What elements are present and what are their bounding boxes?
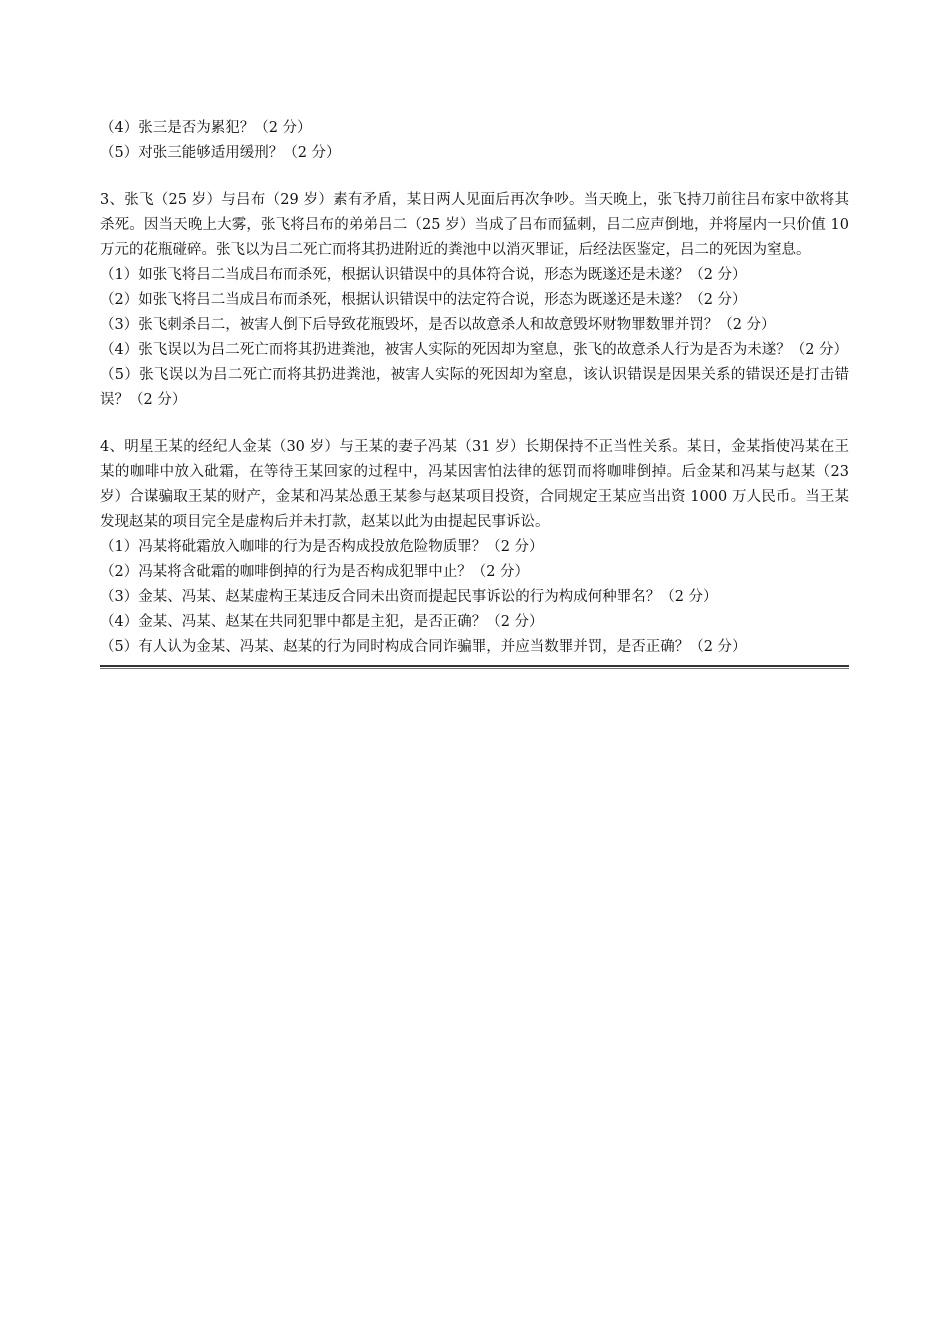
case3-description: 3、张飞（25 岁）与吕布（29 岁）素有矛盾，某日两人见面后再次争吵。当天晚上，张飞持刀前往吕布家中欲将其杀死。因当天晚上大雾，张飞将吕布的弟弟吕二（25 岁）当成了吕布而猛刺，吕二应声倒地，并将屋内一只价值 10 万元的花瓶碰碎。张飞以为吕二死亡而将其扔进附近的粪池中以消灭罪证，后经法医鉴定，吕二的死因为窒息。: [100, 192, 849, 258]
case3-question-1: （1）如张飞将吕二当成吕布而杀死，根据认识错误中的具体符合说，形态为既遂还是未遂？（2 分）: [100, 267, 747, 283]
case4-question-3: （3）金某、冯某、赵某虚构王某违反合同未出资而提起民事诉讼的行为构成何种罪名？（2 分）: [100, 589, 718, 605]
case4-question-4: （4）金某、冯某、赵某在共同犯罪中都是主犯，是否正确？（2 分）: [100, 614, 544, 630]
case4-description: 4、明星王某的经纪人金某（30 岁）与王某的妻子冯某（31 岁）长期保持不正当性关系。某日，金某指使冯某在王某的咖啡中放入砒霜，在等待王某回家的过程中，冯某因害怕法律的惩罚而将咖啡倒掉。后金某和冯某与赵某（23 岁）合谋骗取王某的财产，金某和冯某怂恿王某参与赵某项目投资，合同规定王某应当出资 1000 万人民币。当王某发现赵某的项目完全是虚构后并未打款，赵某以此为由提起民事诉讼。: [100, 439, 849, 530]
section-divider: [100, 665, 849, 669]
section-gap: [100, 166, 849, 188]
case3-question-4: （4）张飞误以为吕二死亡而将其扔进粪池，被害人实际的死因却为窒息，张飞的故意杀人行为是否为未遂？（2 分）: [100, 342, 849, 358]
case2-question-4: （4）张三是否为累犯？（2 分）: [100, 120, 312, 136]
case3-question-5: （5）张飞误以为吕二死亡而将其扔进粪池，被害人实际的死因却为窒息，该认识错误是因果关系的错误还是打击错误？（2 分）: [100, 367, 849, 408]
case4-question-5: （5）有人认为金某、冯某、赵某的行为同时构成合同诈骗罪，并应当数罪并罚，是否正确？（2 分）: [100, 639, 747, 655]
document-page: [100, 116, 849, 669]
case4-question-1: （1）冯某将砒霜放入咖啡的行为是否构成投放危险物质罪？（2 分）: [100, 539, 544, 555]
case3-question-3: （3）张飞刺杀吕二，被害人倒下后导致花瓶毁坏，是否以故意杀人和故意毁坏财物罪数罪并罚？（2 分）: [100, 317, 776, 333]
case2-question-5: （5）对张三能够适用缓刑？（2 分）: [100, 145, 341, 161]
case3-question-2: （2）如张飞将吕二当成吕布而杀死，根据认识错误中的法定符合说，形态为既遂还是未遂？（2 分）: [100, 292, 747, 308]
case4-question-2: （2）冯某将含砒霜的咖啡倒掉的行为是否构成犯罪中止？（2 分）: [100, 564, 530, 580]
section-gap: [100, 413, 849, 435]
